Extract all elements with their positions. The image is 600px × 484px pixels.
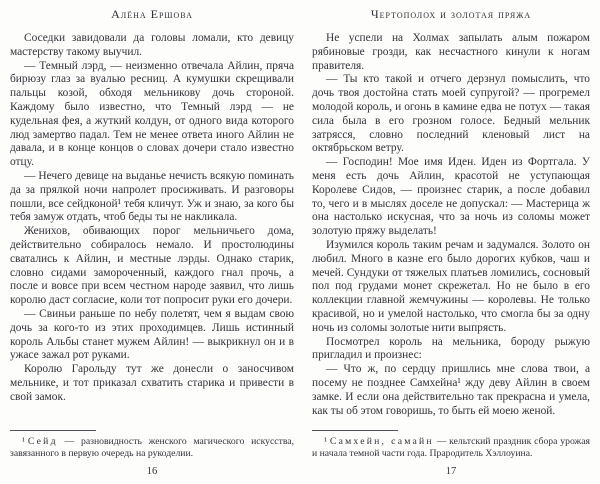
footnote-separator-rule	[312, 430, 398, 431]
footnote-term: Самхейн, самайн	[329, 436, 434, 448]
paragraph: — Ты кто такой и отчего дерзнул помыслить, что дочь твоя достойна стать моей супругой? — прогремел молодой король, и огонь в камине едва не потух — такая сила была в его грозном голосе. Бедный мельник затрясся, словно последний кленовый лист на октябрьском ветру.	[312, 73, 590, 155]
paragraph: Не успели на Холмах запылать алым пожаром рябиновые грозди, как несчастного кинули к ногам правителя.	[312, 32, 590, 72]
footnote-separator-rule	[10, 430, 96, 431]
footnote-definition: — кельтский праздник сбора урожая и начала темной части года. Прародитель Хэллоуина.	[312, 436, 590, 460]
footnote-marker: ¹	[22, 436, 25, 448]
page-number-right: 17	[445, 466, 457, 477]
footnote-text	[10, 436, 294, 460]
page-number-left: 16	[146, 466, 158, 477]
book-page-right	[300, 0, 600, 484]
footnote-marker: ¹	[324, 436, 327, 448]
paragraph: Изумился король таким речам и задумался. Золото он любил. Много в казне его было дорогих кубков, чаш и мечей. Сундуки от тяжелых платьев ломились, сосновый пол под грудами монет скрежетал. Но не было в его коллекции главной жемчужины — королевы. Не только красивой, но и умелой настолько, что смогла бы за одну ночь из соломы золотые нити выпрясть.	[312, 238, 590, 334]
footnote-term: Сейд	[27, 436, 58, 448]
paragraph: Соседки завидовали да головы ломали, кто девицу мастерству такому выучил.	[10, 32, 294, 58]
footnote-definition: — разновидность женского магического искусства, завязанного в первую очередь на рукоделии.	[10, 436, 295, 460]
running-header-title: Чертополох и золотая пряжа	[370, 7, 532, 21]
running-header-author: Алёна Ершова	[111, 7, 193, 21]
paragraph: — Господин! Мое имя Иден. Иден из Фортгала. У меня есть дочь Айлин, красотой не уступающая Королеве Сидов, — произнес старик, а после добавил то, чего и в мыслях доселе не допускал: — Мастерица ж она настолько искусная, что за ночь из соломы может золотую пряжу выделать!	[312, 156, 590, 238]
footnote-text	[312, 436, 590, 460]
paragraph: Посмотрел король на мельника, бороду рыжую пригладил и произнес:	[312, 335, 590, 362]
paragraph: — Нечего девице на выданье нечисть всякую поминать да за прялкой ночи напролет просиживать. И разговоры пошли, все сейдконой¹ тебя кличут. Уж и знаю, за кого бы тебя замуж отдать, чтоб беды ты не накликала.	[10, 169, 294, 224]
paragraph: — Темный лэрд, — неизменно отвечала Айлин, пряча бирюзу глаз за вуалью ресниц. А кумушки скрещивали пальцы козой, обходя мельникову дочь стороной. Каждому было известно, что Темный лэрд — не кудельная фея, а жуткий колдун, от одного вида которого люд замертво падал. Тем не менее ответа иного Айлин не давала, и в конце концов о словах дочери стало известно отцу.	[10, 59, 294, 169]
paragraph: — Что ж, по сердцу пришлись мне слова твои, а посему не позднее Самхейна¹ жду деву Айлин в своем замке. И если она действительно так прекрасна и умела, как ты об этом говоришь, то быть ей моею женой.	[312, 363, 590, 417]
paragraph: Женихов, обивающих порог мельничьего дома, действительно собиралось немало. И простолюдины сватались к Айлин, и местные лэрды. Однако старик, словно сидами замороченный, каждого гнал прочь, а после и вовсе при всем честном народе заявил, что лишь королю даст согласие, коли тот попросит руки его дочери.	[10, 225, 294, 307]
footnote	[312, 424, 590, 460]
page-body	[312, 32, 590, 418]
footnote	[10, 424, 294, 460]
paragraph: Королю Гарольду тут же донесли о заносчивом мельнике, и тот приказал схватить старика и привести в свой замок.	[10, 363, 294, 403]
page-body	[10, 32, 294, 405]
paragraph: — Свиньи раньше по небу полетят, чем я выдам свою дочь за кого-то из этих проходимцев. Лишь истинный король Альбы станет мужем Айлин! — выкрикнул он и в ужасе зажал рот руками.	[10, 307, 294, 362]
